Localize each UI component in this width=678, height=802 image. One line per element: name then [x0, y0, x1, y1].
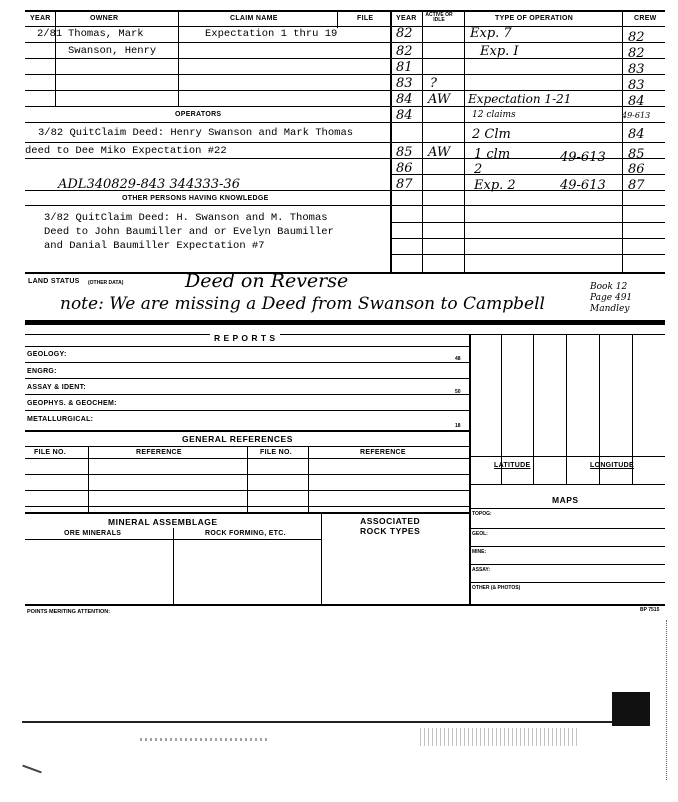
scan-speckle — [140, 738, 270, 741]
op-year: 84 — [396, 92, 413, 107]
ref-col-reference: REFERENCE — [136, 449, 182, 456]
scan-dark-block — [612, 692, 650, 726]
land-status-note: note: We are missing a Deed from Swanson to Campbell — [60, 294, 545, 314]
land-status-label: LAND STATUS — [28, 278, 80, 285]
land-status-value: Deed on Reverse — [185, 270, 349, 292]
report-row-label: METALLURGICAL: — [27, 416, 94, 423]
map-row-label: ASSAY: — [472, 567, 491, 573]
ref-col-file: FILE NO. — [34, 449, 66, 456]
report-row-label: ENGRG: — [27, 368, 57, 375]
report-row-label: ASSAY & IDENT: — [27, 384, 87, 391]
op-crew: 82 — [628, 46, 645, 61]
header-year: YEAR — [30, 15, 51, 22]
op-status: AW — [428, 145, 451, 160]
op-crew: 87 — [628, 178, 645, 193]
other-person-line: Deed to John Baumiller and or Evelyn Baumiller — [44, 226, 334, 238]
header-type-of-operation: TYPE OF OPERATION — [495, 15, 574, 22]
op-extra: 49-613 — [560, 178, 606, 193]
reports-title: R E P O R T S — [210, 333, 280, 343]
owner-name: Thomas, Mark — [68, 28, 144, 40]
op-crew: 82 — [628, 30, 645, 45]
header-claim-name: CLAIM NAME — [230, 15, 278, 22]
operator-line: deed to Dee Miko Expectation #22 — [25, 145, 227, 157]
op-type: 12 claims — [472, 110, 516, 120]
op-year: 87 — [396, 177, 413, 192]
scan-edge-line — [22, 721, 622, 723]
op-crew: 83 — [628, 78, 645, 93]
op-extra: 49-613 — [560, 150, 606, 165]
op-year: 81 — [396, 60, 413, 75]
op-year: 85 — [396, 145, 413, 160]
op-year: 83 — [396, 76, 413, 91]
points-meriting-attention: POINTS MERITING ATTENTION: — [27, 609, 111, 615]
header-active-idle: ACTIVE OR IDLE — [425, 12, 453, 23]
op-status: AW — [428, 92, 451, 107]
owner-year: 2/81 — [37, 28, 63, 40]
mineral-assemblage-title: MINERAL ASSEMBLAGE — [108, 517, 218, 527]
land-status-book: Book 12 Page 491 Mandley — [590, 282, 633, 314]
map-row-label: GEOL: — [472, 531, 488, 537]
report-row-label: GEOLOGY: — [27, 351, 67, 358]
header-file: FILE — [357, 15, 374, 22]
map-row-label: MINE: — [472, 549, 487, 555]
latitude-label: LATITUDE — [494, 462, 531, 469]
map-row-label: OTHER (& PHOTOS) — [472, 585, 521, 591]
op-status: ? — [430, 76, 437, 91]
report-num: 18 — [455, 423, 461, 429]
form-number: BP 7515 — [640, 607, 660, 613]
header-crew: CREW — [634, 15, 657, 22]
operators-title: OPERATORS — [175, 111, 222, 118]
op-crew: 84 — [628, 127, 645, 142]
header-owner: OWNER — [90, 15, 119, 22]
general-references-title: GENERAL REFERENCES — [182, 434, 293, 444]
op-year: 82 — [396, 26, 413, 41]
op-type: 1 clm — [474, 147, 511, 162]
op-type: 2 Clm — [472, 127, 511, 142]
report-num: 48 — [455, 356, 461, 362]
operator-line: 3/82 QuitClaim Deed: Henry Swanson and Mark Thomas — [38, 127, 354, 139]
op-crew: 86 — [628, 162, 645, 177]
scan-speckle — [420, 728, 580, 746]
land-status-sub: (OTHER DATA) — [88, 280, 124, 286]
op-crew: 84 — [628, 94, 645, 109]
operator-handwritten: ADL340829-843 344333-36 — [58, 177, 240, 192]
header-year2: YEAR — [396, 15, 417, 22]
op-year: 82 — [396, 44, 413, 59]
maps-title: MAPS — [552, 495, 579, 505]
other-person-line: and Danial Baumiller Expectation #7 — [44, 240, 265, 252]
ref-col-file2: FILE NO. — [260, 449, 292, 456]
owner-claim: Expectation 1 thru 19 — [205, 28, 338, 40]
ref-col-reference2: REFERENCE — [360, 449, 406, 456]
ore-minerals-label: ORE MINERALS — [64, 530, 122, 537]
op-type: Expectation 1-21 — [468, 92, 572, 106]
other-person-line: 3/82 QuitClaim Deed: H. Swanson and M. Thomas — [44, 212, 328, 224]
op-crew: 49-613 — [622, 111, 651, 120]
op-type: Exp. 7 — [470, 26, 512, 41]
op-crew: 85 — [628, 147, 645, 162]
associated-rock-types-label: ASSOCIATED ROCK TYPES — [360, 516, 421, 536]
op-type: 2 — [474, 162, 483, 177]
op-year: 86 — [396, 161, 413, 176]
rock-forming-label: ROCK FORMING, ETC. — [205, 530, 286, 537]
op-type: Exp. 2 — [474, 178, 516, 193]
report-row-label: GEOPHYS. & GEOCHEM: — [27, 400, 117, 407]
owner-name: Swanson, Henry — [68, 45, 157, 57]
report-num: 50 — [455, 389, 461, 395]
op-year: 84 — [396, 108, 413, 123]
longitude-label: LONGITUDE — [590, 462, 634, 469]
op-type: Exp. I — [480, 44, 519, 59]
scan-mark — [22, 765, 41, 774]
op-crew: 83 — [628, 62, 645, 77]
other-persons-title: OTHER PERSONS HAVING KNOWLEDGE — [122, 195, 269, 202]
map-row-label: TOPOG: — [472, 511, 492, 517]
